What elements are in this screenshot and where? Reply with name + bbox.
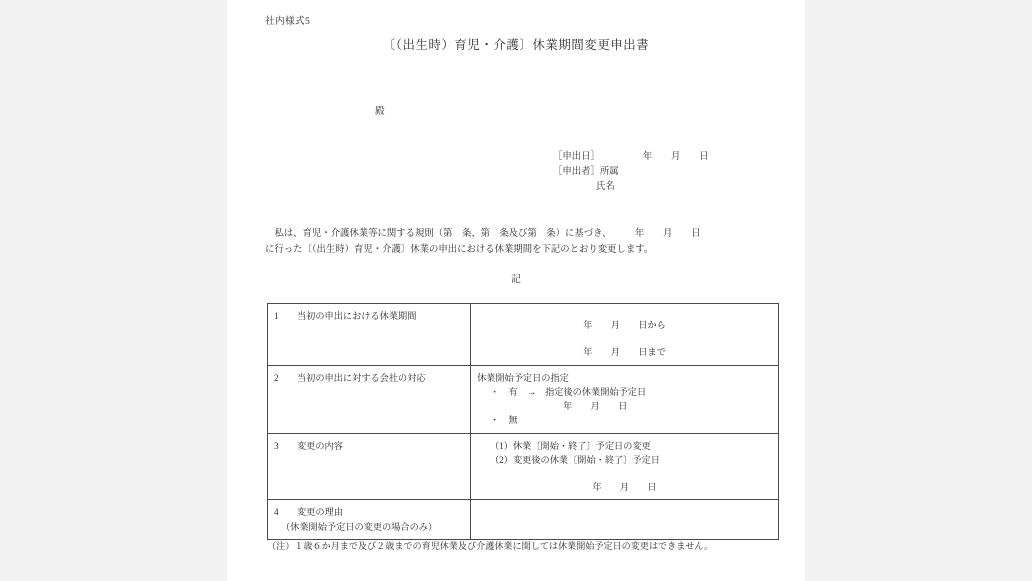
table-row-4-number: 4 [274, 507, 279, 518]
form-code-label: 社内様式5 [265, 16, 311, 27]
table-row-1-label-text: 当初の申出における休業期間 [296, 311, 417, 321]
table-row [268, 365, 779, 433]
table-row-1-value-cell[interactable] [471, 304, 779, 366]
submit-date-label: ［申出日］ [553, 152, 600, 162]
table-row-3-value-cell[interactable] [471, 433, 779, 500]
change-content-item-2[interactable]: （2）変更後の休業〔開始・終了〕予定日 [490, 454, 660, 465]
table-row-1-number: 1 [274, 311, 279, 321]
submit-date-value[interactable]: 年 月 日 [642, 152, 709, 162]
page-title: 〔（出生時）育児・介護〕休業期間変更申出書 [382, 38, 650, 52]
addressee-label: 殿 [375, 106, 385, 117]
table-row-1-label-cell [268, 304, 471, 366]
table-row-3-label [274, 439, 464, 453]
table-row-1-label [274, 309, 464, 323]
form-table [267, 303, 779, 540]
table-row [268, 500, 779, 540]
table-row-3-label-text: 変更の内容 [296, 440, 343, 451]
company-response-option-yes[interactable]: ・ 有 → 指定後の休業開始予定日 [490, 386, 647, 397]
table-row-4-label-sub: （休業開始予定日の変更の場合のみ） [281, 521, 438, 532]
table-row-4-label [274, 505, 464, 519]
submit-date-row [553, 150, 709, 165]
table-row [268, 433, 779, 500]
table-row-3-spacer [477, 467, 772, 480]
applicant-name-row [553, 180, 709, 195]
table-row-4-label-text: 変更の理由 [296, 507, 343, 518]
applicant-block [553, 150, 709, 196]
applicant-name-label: 氏名 [596, 182, 615, 193]
designated-leave-start-date[interactable]: 年 月 日 [563, 401, 628, 411]
table-row-1-spacer-2 [477, 332, 772, 345]
applicant-affiliation-label: ［申出者］所属 [553, 167, 619, 178]
company-response-option-no[interactable]: ・ 無 [490, 415, 518, 426]
table-row-2-number: 2 [274, 372, 279, 383]
table-row-1-spacer [477, 309, 772, 318]
document-page [227, 0, 805, 581]
document-content-area [265, 0, 767, 581]
original-leave-end-date[interactable]: 年 月 日まで [583, 347, 666, 358]
body-paragraph [265, 226, 767, 259]
table-row-4-label-cell [268, 500, 471, 540]
ki-heading: 記 [511, 274, 521, 285]
table-row-2-label [274, 371, 464, 385]
body-paragraph-line-2: に行った〔（出生時）育児・介護〕休業の申出における休業期間を下記のとおり変更します。 [265, 245, 654, 256]
table-row-2-label-text: 当初の申出に対する会社の対応 [296, 372, 426, 383]
applicant-affiliation-row [553, 165, 709, 180]
change-reason-input[interactable] [471, 500, 779, 540]
body-paragraph-line-1: 私は、育児・介護休業等に関する規則（第 条、第 条及び第 条）に基づき、 年 月 日 [265, 229, 701, 239]
table-row-3-number: 3 [274, 440, 279, 451]
table-row-2-label-cell [268, 365, 471, 433]
company-response-heading: 休業開始予定日の指定 [477, 372, 569, 383]
table-row [268, 304, 779, 366]
table-row-2-value-cell[interactable] [471, 365, 779, 433]
original-leave-start-date[interactable]: 年 月 日から [583, 320, 666, 330]
table-row-3-label-cell [268, 433, 471, 500]
footnote: （注）１歳６か月まで及び２歳までの育児休業及び介護休業に関しては休業開始予定日の変更はできません。 [267, 541, 714, 551]
changed-leave-date[interactable]: 年 月 日 [592, 482, 657, 492]
change-content-item-1[interactable]: （1）休業〔開始・終了〕予定日の変更 [490, 440, 651, 451]
